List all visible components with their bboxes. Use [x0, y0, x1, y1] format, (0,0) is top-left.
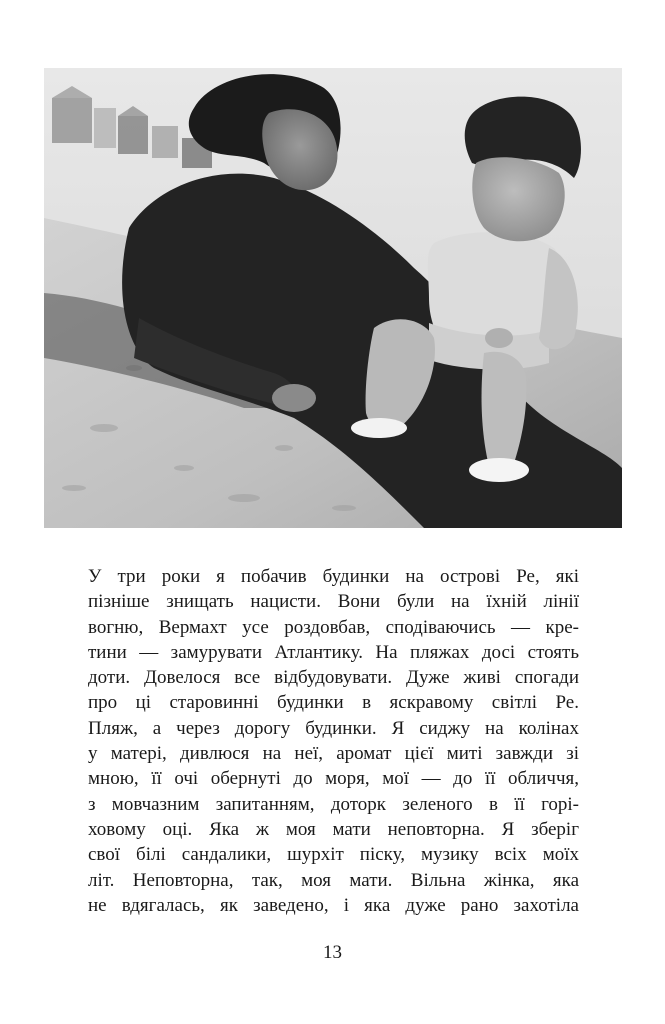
text-line: про ці старовинні будинки в яскравому світлі Ре.	[88, 692, 579, 714]
body-text	[88, 564, 579, 918]
text-line: пізніше знищать нацисти. Вони були на їхній лінії	[88, 591, 579, 613]
text-line: доти. Довелося все відбудовувати. Дуже живі спогади	[88, 667, 579, 689]
text-line: тини — замурувати Атлантику. На пляжах досі стоять	[88, 641, 579, 663]
text-line: свої білі сандалики, шурхіт піску, музику всіх моїх	[88, 844, 579, 866]
text-line: Пляж, а через дорогу будинки. Я сиджу на колінах	[88, 717, 579, 739]
text-line: у матері, дивлюся на неї, аромат цієї миті завжди зі	[88, 743, 579, 765]
photo-illustration	[44, 68, 622, 528]
beach-photo	[44, 68, 622, 528]
text-line: вогню, Вермахт усе роздовбав, сподіваючись — кре-	[88, 616, 579, 638]
text-line: ховому оці. Яка ж моя мати неповторна. Я зберіг	[88, 818, 579, 840]
text-line: мною, її очі обернуті до моря, мої — до її обличчя,	[88, 768, 579, 790]
page-number: 13	[323, 942, 342, 963]
text-line: з мовчазним запитанням, доторк зеленого в її горі-	[88, 793, 579, 815]
text-line: У три роки я побачив будинки на острові Ре, які	[88, 566, 579, 587]
text-line: літ. Неповторна, так, моя мати. Вільна жінка, яка	[88, 869, 579, 891]
text-line: не вдягалась, як заведено, і яка дуже рано захотіла	[88, 894, 579, 916]
